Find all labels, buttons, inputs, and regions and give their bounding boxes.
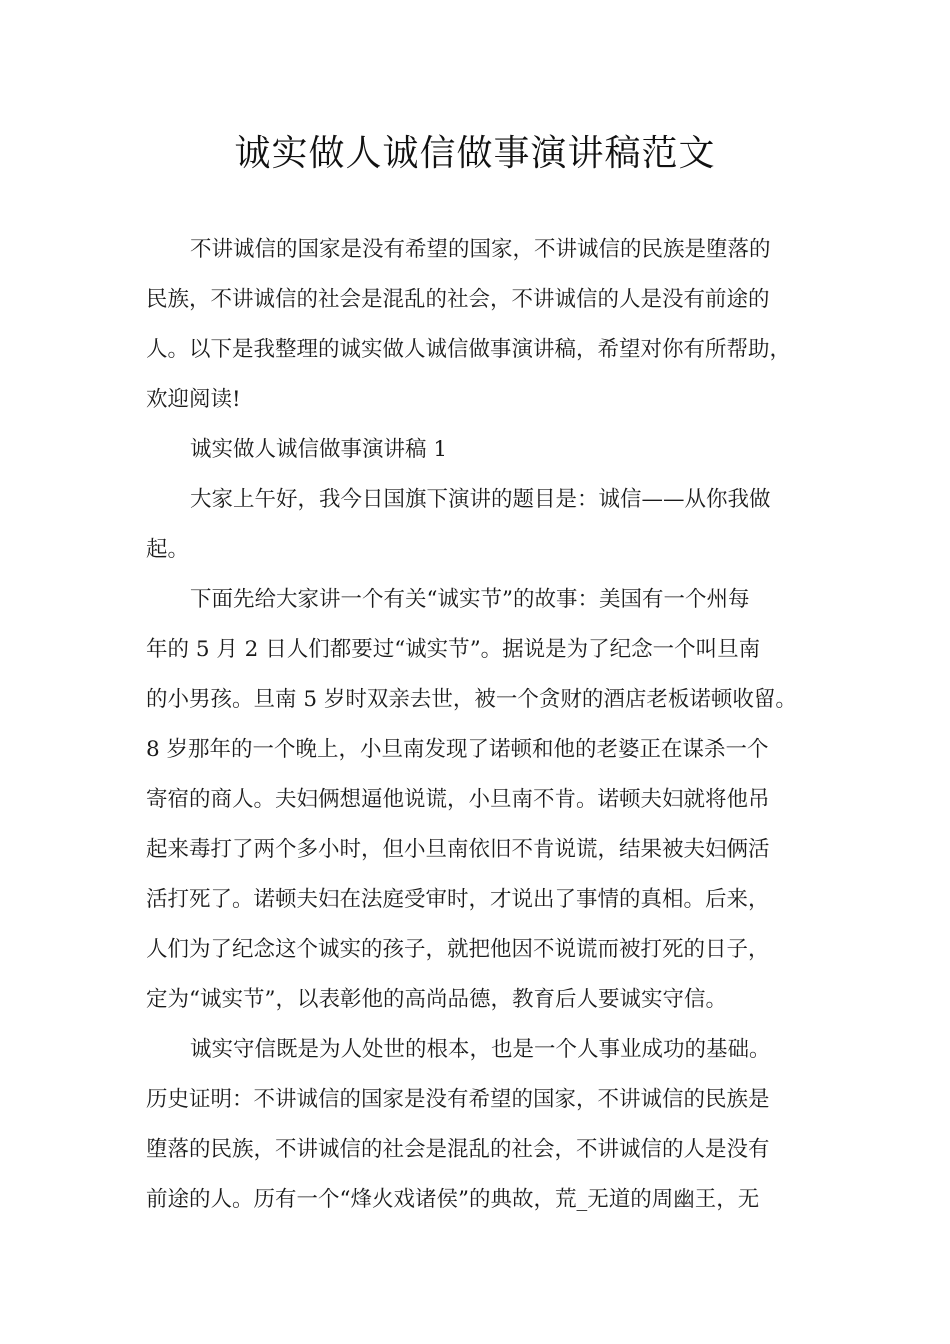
body-line: 的小男孩。旦南 5 岁时双亲去世，被一个贪财的酒店老板诺顿收留。 (146, 687, 797, 712)
body-line: 欢迎阅读! (146, 387, 241, 412)
body-line: 年的 5 月 2 日人们都要过“诚实节”。据说是为了纪念一个叫旦南 (146, 637, 761, 662)
body-line: 人。以下是我整理的诚实做人诚信做事演讲稿，希望对你有所帮助， (146, 337, 792, 362)
body-line: 大家上午好，我今日国旗下演讲的题目是：诚信——从你我做 (190, 487, 771, 512)
document-title: 诚实做人诚信做事演讲稿范文 (234, 133, 716, 174)
body-line: 民族，不讲诚信的社会是混乱的社会，不讲诚信的人是没有前途的 (146, 287, 770, 312)
body-line: 下面先给大家讲一个有关“诚实节”的故事：美国有一个州每 (190, 587, 750, 612)
body-line: 起来毒打了两个多小时，但小旦南依旧不肯说谎，结果被夫妇俩活 (146, 837, 770, 862)
body-line: 8 岁那年的一个晚上，小旦南发现了诺顿和他的老婆正在谋杀一个 (146, 737, 769, 762)
body-line: 前途的人。历有一个“烽火戏诸侯”的典故，荒_无道的周幽王，无 (146, 1187, 760, 1212)
section-heading: 诚实做人诚信做事演讲稿 1 (190, 437, 448, 462)
body-line: 定为“诚实节”，以表彰他的高尚品德，教育后人要诚实守信。 (146, 987, 727, 1012)
body-line: 历史证明：不讲诚信的国家是没有希望的国家，不讲诚信的民族是 (146, 1087, 770, 1112)
body-line: 诚实守信既是为人处世的根本，也是一个人事业成功的基础。 (190, 1037, 771, 1062)
body-line: 不讲诚信的国家是没有希望的国家，不讲诚信的民族是堕落的 (190, 237, 771, 262)
body-line: 人们为了纪念这个诚实的孩子，就把他因不说谎而被打死的日子， (146, 937, 770, 962)
body-line: 活打死了。诺顿夫妇在法庭受审时，才说出了事情的真相。后来， (146, 887, 770, 912)
body-line: 堕落的民族，不讲诚信的社会是混乱的社会，不讲诚信的人是没有 (146, 1137, 770, 1162)
body-line: 寄宿的商人。夫妇俩想逼他说谎，小旦南不肯。诺顿夫妇就将他吊 (146, 787, 770, 812)
body-line: 起。 (146, 537, 190, 562)
